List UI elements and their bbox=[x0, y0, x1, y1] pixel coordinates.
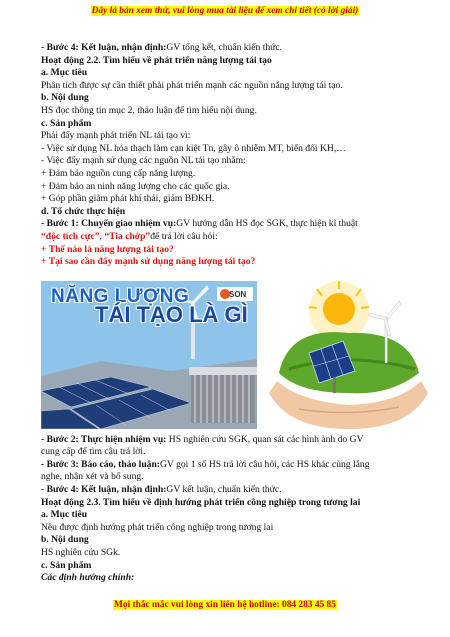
line-text: để trả lời câu hỏi: bbox=[150, 230, 218, 242]
question-line: + Thế nào là năng lượng tái tạo? bbox=[41, 243, 174, 255]
step-text: GV gọi 1 số HS trả lời câu hỏi, các HS khác cùng lắng bbox=[160, 458, 370, 470]
line-text: - Việc đẩy mạnh sử dụng các nguồn NL tái tạo nhằm: bbox=[41, 155, 246, 167]
illustration-row bbox=[41, 281, 430, 429]
text-line bbox=[41, 522, 430, 535]
text-line bbox=[41, 244, 430, 257]
line-text: Phải đẩy mạnh phát triển NL tái tạo vì: bbox=[41, 130, 191, 142]
text-line bbox=[41, 193, 430, 206]
line-text: nghe, nhận xét và bổ sung. bbox=[41, 471, 144, 483]
document-content bbox=[41, 42, 430, 585]
bottom-section bbox=[41, 434, 430, 585]
text-line bbox=[41, 471, 430, 484]
separator: , bbox=[99, 230, 105, 242]
question-line: + Tại sao cần đẩy mạnh sử dụng năng lượng tái tạo? bbox=[41, 256, 256, 268]
text-line bbox=[41, 55, 430, 68]
step-text: GV kết luận, chuẩn kiến thức. bbox=[166, 484, 282, 496]
image-logo: SON bbox=[229, 289, 247, 299]
line-text: HS đọc thông tin mục 2, thảo luận để tìm hiểu nội dung. bbox=[41, 104, 257, 116]
preview-banner bbox=[0, 6, 450, 16]
image-title bbox=[51, 285, 248, 328]
heading-line: c. Sản phẩm bbox=[41, 117, 92, 129]
heading-line: d. Tổ chức thực hiện bbox=[41, 205, 126, 217]
text-line bbox=[41, 143, 430, 156]
step-text: HS nghiên cứu SGK, quan sát các hình ảnh do GV bbox=[166, 433, 364, 445]
text-line bbox=[41, 206, 430, 219]
step-text: GV hướng dẫn HS đọc SGK, thực hiện kĩ thuật bbox=[176, 218, 358, 230]
image-title-line2: TÁI TẠO LÀ GÌ bbox=[95, 302, 248, 328]
text-line bbox=[41, 181, 430, 194]
step-label: - Bước 4: Kết luận, nhận định: bbox=[41, 484, 167, 496]
text-line bbox=[41, 231, 430, 244]
text-line bbox=[41, 168, 430, 181]
technique-name: “Tia chớp” bbox=[104, 230, 151, 242]
line-text: - Việc sử dụng NL hóa thạch làm cạn kiệt Tn, gây ô nhiễm MT, biến đổi KH,… bbox=[41, 142, 346, 154]
step-label: - Bước 2: Thực hiện nhiệm vụ: bbox=[41, 433, 167, 445]
hotline-footer bbox=[0, 600, 450, 610]
image-title-line1: NĂNG LƯỢNG bbox=[51, 285, 190, 307]
text-line bbox=[41, 118, 430, 131]
step-text: GV tổng kết, chuẩn kiến thức. bbox=[166, 42, 283, 53]
text-line bbox=[41, 572, 430, 585]
text-line bbox=[41, 92, 430, 105]
technique-name: “độc tích cực” bbox=[41, 230, 100, 242]
line-text: HS nghiên cứu SGk. bbox=[41, 547, 121, 559]
renewable-energy-banner-image bbox=[41, 281, 257, 429]
text-line bbox=[41, 218, 430, 231]
text-line bbox=[41, 155, 430, 168]
text-line bbox=[41, 105, 430, 118]
text-line bbox=[41, 42, 430, 55]
text-line bbox=[41, 80, 430, 93]
step-label: - Bước 3: Báo cáo, thảo luận: bbox=[41, 458, 160, 470]
text-line bbox=[41, 497, 430, 510]
heading-line: a. Mục tiêu bbox=[41, 67, 88, 79]
heading-line: a. Mục tiêu bbox=[41, 509, 88, 521]
eco-energy-hand-image bbox=[269, 281, 428, 429]
heading-line: b. Nội dung bbox=[41, 92, 89, 104]
line-text: cung cấp để tìm câu trả lời. bbox=[41, 446, 146, 458]
text-line bbox=[41, 256, 430, 269]
text-line bbox=[41, 560, 430, 573]
text-line bbox=[41, 434, 430, 447]
text-line bbox=[41, 484, 430, 497]
line-text: Các định hướng chính: bbox=[41, 572, 135, 584]
text-line bbox=[41, 547, 430, 560]
text-line bbox=[41, 130, 430, 143]
heading-line: c. Sản phẩm bbox=[41, 559, 92, 571]
step-label: - Bước 4: Kết luận, nhận định: bbox=[41, 42, 167, 53]
preview-banner-text: Đây là bản xem thử, vui lòng mua tài liệu để xem chi tiết (có lời giải) bbox=[91, 6, 359, 16]
text-line bbox=[41, 509, 430, 522]
step-label: - Bước 1: Chuyển giao nhiệm vụ: bbox=[41, 218, 177, 230]
heading-line: b. Nội dung bbox=[41, 534, 89, 546]
hotline-footer-text: Mọi thắc mắc vui lòng xin liên hệ hotline: 084 283 45 85 bbox=[114, 600, 336, 610]
text-line bbox=[41, 67, 430, 80]
top-section bbox=[41, 42, 430, 269]
line-text: Nêu được định hướng phát triển công nghiệp trong tương lai bbox=[41, 521, 274, 533]
text-line bbox=[41, 446, 430, 459]
text-line bbox=[41, 459, 430, 472]
line-text: + Đảm bảo nguồn cung cấp năng lượng. bbox=[41, 167, 196, 179]
heading-line: Hoạt động 2.3. Tìm hiểu về định hướng phát triển công nghiệp trong tương lai bbox=[41, 496, 361, 508]
heading-line: Hoạt động 2.2. Tìm hiểu về phát triển năng lượng tái tạo bbox=[41, 54, 272, 66]
line-text: Phân tích được sự cần thiết phải phát triển mạnh các nguồn năng lượng tái tạo. bbox=[41, 79, 343, 91]
line-text: + Đảm bảo an ninh năng lượng cho các quốc gia. bbox=[41, 180, 230, 192]
text-line bbox=[41, 534, 430, 547]
line-text: + Góp phần giảm phát khí thải, giảm BĐKH. bbox=[41, 193, 215, 205]
